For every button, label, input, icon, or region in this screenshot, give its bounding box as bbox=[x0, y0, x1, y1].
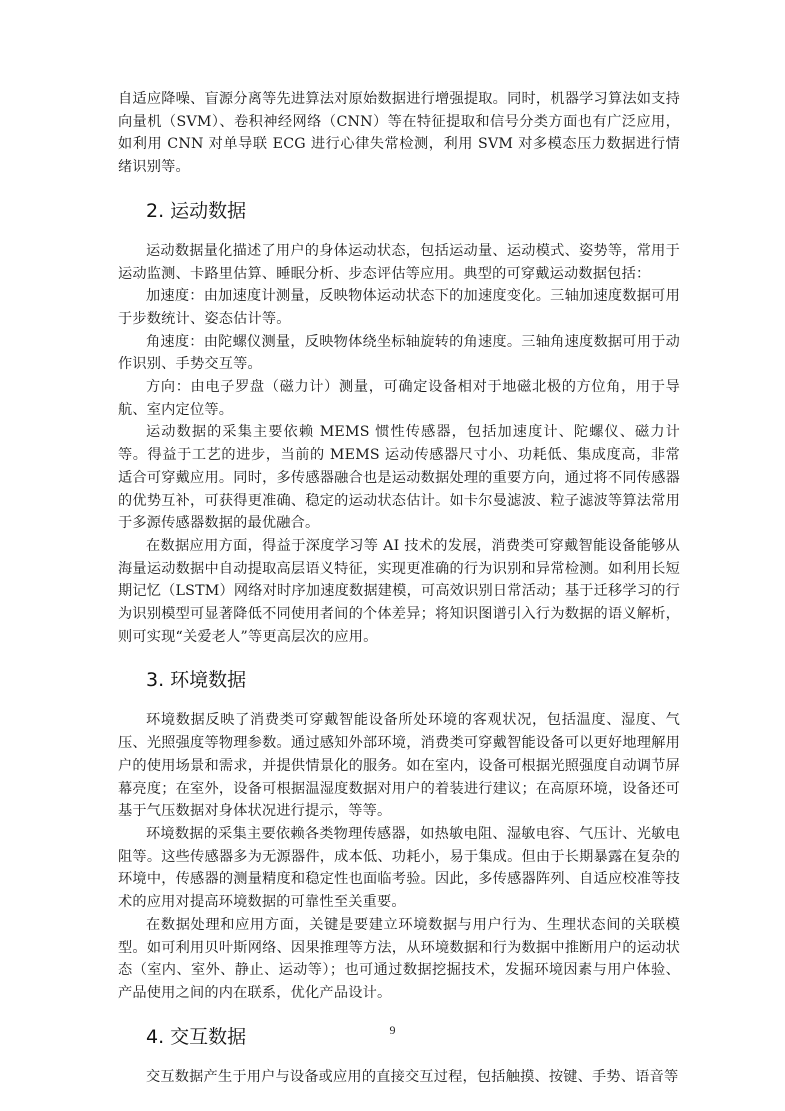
paragraph-interaction-overview: 交互数据产生于用户与设备或应用的直接交互过程，包括触摸、按键、手势、语音等 bbox=[146, 1068, 679, 1085]
section-heading-interaction-data: 4. 交互数据 bbox=[146, 1025, 247, 1048]
paragraph-acceleration: 加速度：由加速度计测量，反映物体运动状态下的加速度变化。三轴加速度数据可用于步数统计、姿态估计等。 bbox=[118, 288, 680, 327]
paragraph-environment-overview: 环境数据反映了消费类可穿戴智能设备所处环境的客观状况，包括温度、湿度、气压、光照强度等物理参数。通过感知外部环境，消费类可穿戴智能设备可以更好地理解用户的使用场景和需求，并提供情景化的服务。如在室内，设备可根据光照强度自动调节屏幕亮度；在室外，设备可根据温湿度数据对用户的着装进行建议；在高原环境，设备还可基于气压数据对身体状况进行提示，等等。 bbox=[118, 712, 680, 820]
paragraph-angular-velocity: 角速度：由陀螺仪测量，反映物体绕坐标轴旋转的角速度。三轴角速度数据可用于动作识别、手势交互等。 bbox=[118, 333, 680, 373]
paragraph-environment-sensors: 环境数据的采集主要依赖各类物理传感器，如热敏电阻、湿敏电容、气压计、光敏电阻等。这些传感器多为无源器件，成本低、功耗小，易于集成。但由于长期暴露在复杂的环境中，传感器的测量精度和稳定性也面临考验。因此，多传感器阵列、自适应校准等技术的应用对提高环境数据的可靠性至关重要。 bbox=[118, 825, 680, 911]
paragraph-motion-overview: 运动数据量化描述了用户的身体运动状态，包括运动量、运动模式、姿势等，常用于运动监测、卡路里估算、睡眠分析、步态评估等应用。典型的可穿戴运动数据包括： bbox=[118, 242, 680, 282]
page-body bbox=[118, 88, 680, 1088]
section-heading-environment-data: 3. 环境数据 bbox=[146, 669, 247, 692]
paragraph-orientation: 方向：由电子罗盘（磁力计）测量，可确定设备相对于地磁北极的方位角，用于导航、室内定位等。 bbox=[118, 379, 680, 418]
section-heading-motion-data: 2. 运动数据 bbox=[146, 199, 247, 222]
page-number: 9 bbox=[389, 1023, 396, 1037]
paragraph-motion-applications: 在数据应用方面，得益于深度学习等 AI 技术的发展，消费类可穿戴智能设备能够从海量运动数据中自动提取高层语义特征，实现更准确的行为识别和异常检测。如利用长短期记忆（LSTM）网络对时序加速度数据建模，可高效识别日常活动；基于迁移学习的行为识别模型可显著降低不同使用者间的个体差异；将知识图谱引入行为数据的语义解析，则可实现“关爱老人”等更高层次的应用。 bbox=[118, 537, 680, 645]
paragraph-intro-continued: 自适应降噪、盲源分离等先进算法对原始数据进行增强提取。同时，机器学习算法如支持向量机（SVM）、卷积神经网络（CNN）等在特征提取和信号分类方面也有广泛应用，如利用 CNN 对单导联 ECG 进行心律失常检测，利用 SVM 对多模态压力数据进行情绪识别等。 bbox=[118, 91, 680, 176]
paragraph-environment-applications: 在数据处理和应用方面，关键是要建立环境数据与用户行为、生理状态间的关联模型。如可利用贝叶斯网络、因果推理等方法，从环境数据和行为数据中推断用户的运动状态（室内、室外、静止、运动等）；也可通过数据挖掘技术，发掘环境因素与用户体验、产品使用之间的内在联系，优化产品设计。 bbox=[118, 916, 680, 1001]
paragraph-motion-sensors: 运动数据的采集主要依赖 MEMS 惯性传感器，包括加速度计、陀螺仪、磁力计等。得益于工艺的进步，当前的 MEMS 运动传感器尺寸小、功耗低、集成度高，非常适合可穿戴应用。同时，多传感器融合也是运动数据处理的重要方向，通过将不同传感器的优势互补，可获得更准确、稳定的运动状态估计。如卡尔曼滤波、粒子滤波等算法常用于多源传感器数据的最优融合。 bbox=[118, 424, 680, 532]
